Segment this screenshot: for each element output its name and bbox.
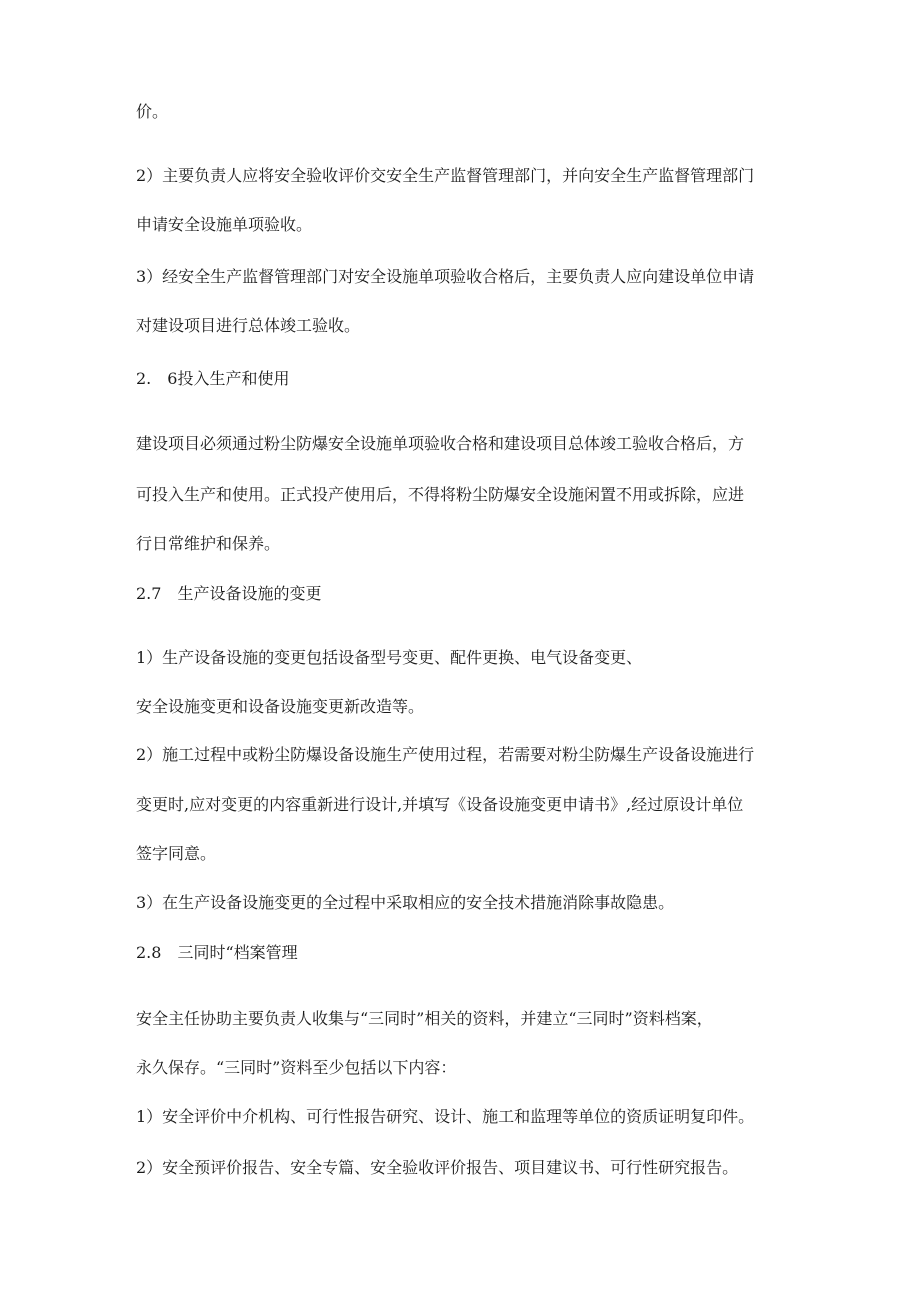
list-item-3-line-1: 3）经安全生产监督管理部门对安全设施单项验收合格后，主要负责人应向建设单位申请 bbox=[136, 267, 755, 286]
paragraph-2-6-line-2: 可投入生产和使用。正式投产使用后，不得将粉尘防爆安全设施闲置不用或拆除，应进 bbox=[136, 485, 745, 504]
paragraph-2-6-line-1: 建设项目必须通过粉尘防爆安全设施单项验收合格和建设项目总体竣工验收合格后，方 bbox=[136, 434, 745, 453]
paragraph-2-8-line-1: 安全主任协助主要负责人收集与“三同时”相关的资料，并建立“三同时”资料档案， bbox=[136, 1009, 713, 1028]
list-item-3-line-2: 对建设项目进行总体竣工验收。 bbox=[136, 316, 361, 335]
list-item-1-line-1: 1）生产设备设施的变更包括设备型号变更、配件更换、电气设备变更、 bbox=[136, 648, 643, 667]
list-item-2b-line-3: 签字同意。 bbox=[136, 844, 217, 863]
list-item-2-line-1: 2）主要负责人应将安全验收评价交安全生产监督管理部门，并向安全生产监督管理部门 bbox=[136, 166, 755, 185]
list-item-3b: 3）在生产设备设施变更的全过程中采取相应的安全技术措施消除事故隐患。 bbox=[136, 893, 675, 912]
list-item-2c: 2）安全预评价报告、安全专篇、安全验收评价报告、项目建议书、可行性研究报告。 bbox=[136, 1158, 739, 1177]
list-item-1-line-2: 安全设施变更和设备设施变更新改造等。 bbox=[136, 697, 425, 716]
paragraph-2-8-line-2: 永久保存。“三同时”资料至少包括以下内容： bbox=[136, 1058, 457, 1077]
list-item-1c: 1）安全评价中介机构、可行性报告研究、设计、施工和监理等单位的资质证明复印件。 bbox=[136, 1107, 755, 1126]
section-heading-2-6: 2. 6投入生产和使用 bbox=[136, 369, 290, 388]
list-item-2-line-2: 申请安全设施单项验收。 bbox=[136, 215, 313, 234]
list-item-2b-line-1: 2）施工过程中或粉尘防爆设备设施生产使用过程，若需要对粉尘防爆生产设备设施进行 bbox=[136, 745, 755, 764]
section-heading-2-8: 2.8 三同时“档案管理 bbox=[136, 943, 298, 962]
paragraph-2-6-line-3: 行日常维护和保养。 bbox=[136, 534, 281, 553]
text-line-continuation: 价。 bbox=[136, 102, 169, 121]
list-item-2b-line-2: 变更时,应对变更的内容重新进行设计,并填写《设备设施变更申请书》,经过原设计单位 bbox=[136, 795, 744, 814]
section-heading-2-7: 2.7 生产设备设施的变更 bbox=[136, 584, 322, 603]
